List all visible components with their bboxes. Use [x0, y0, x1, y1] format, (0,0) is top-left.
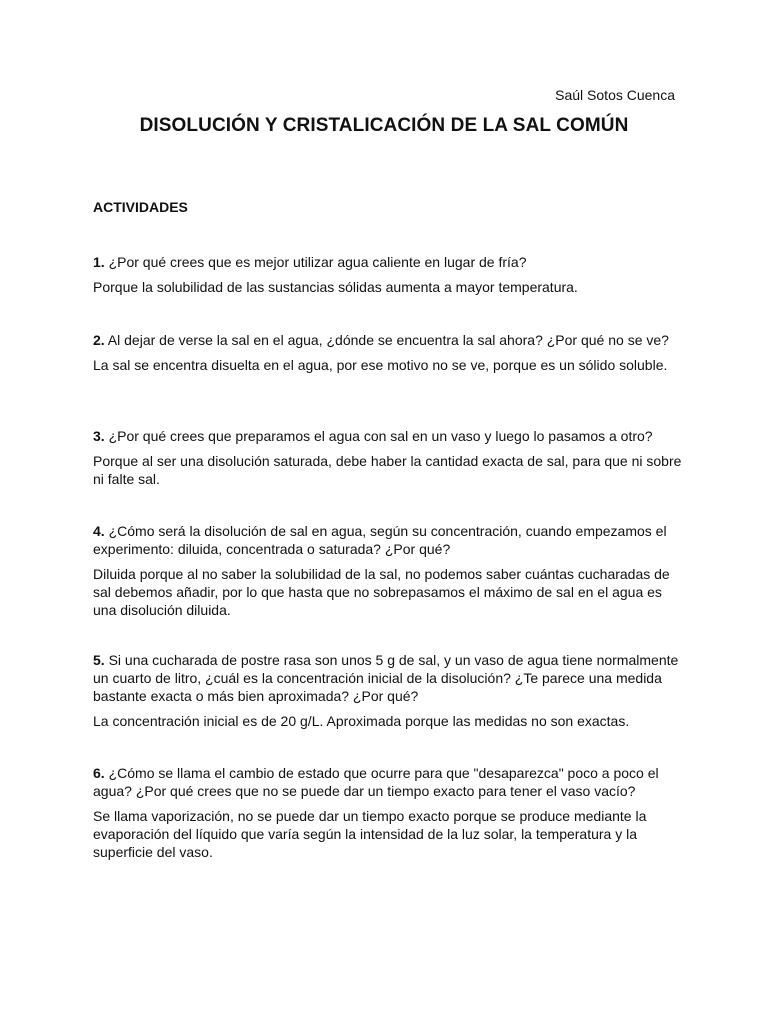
activity-5: [93, 651, 683, 730]
question-5: [93, 651, 683, 705]
question-2: [93, 331, 683, 349]
question-text-4: ¿Cómo será la disolución de sal en agua, según su concentración, cuando empezamos el experimento: diluida, concentrada o saturada? ¿Por qué?: [93, 523, 667, 557]
question-text-6: ¿Cómo se llama el cambio de estado que ocurre para que "desaparezca" poco a poco el agua? ¿Por qué crees que no se puede dar un tiempo exacto para tener el vaso vacío?: [93, 765, 659, 799]
answer-2: La sal se encentra disuelta en el agua, por ese motivo no se ve, porque es un sólido soluble.: [93, 357, 668, 373]
question-number-4: 4.: [93, 523, 105, 539]
answer-5: La concentración inicial es de 20 g/L. Aproximada porque las medidas no son exactas.: [93, 713, 630, 729]
question-number-3: 3.: [93, 428, 105, 444]
question-number-6: 6.: [93, 765, 105, 781]
question-6: [93, 764, 683, 800]
question-4: [93, 522, 683, 558]
question-1: [93, 253, 683, 271]
activity-2: [93, 331, 683, 374]
question-3: [93, 427, 683, 445]
answer-3: Porque al ser una disolución saturada, debe haber la cantidad exacta de sal, para que ni sobre ni falte sal.: [93, 453, 682, 487]
document-title: DISOLUCIÓN Y CRISTALICACIÓN DE LA SAL COMÚN: [139, 115, 629, 136]
activity-3: [93, 427, 683, 488]
question-text-2: Al dejar de verse la sal en el agua, ¿dónde se encuentra la sal ahora? ¿Por qué no se ve?: [104, 332, 669, 348]
question-text-1: ¿Por qué crees que es mejor utilizar agua caliente en lugar de fría?: [104, 254, 527, 270]
answer-1: Porque la solubilidad de las sustancias sólidas aumenta a mayor temperatura.: [93, 279, 578, 295]
activity-4: [93, 522, 683, 619]
answer-6: Se llama vaporización, no se puede dar un tiempo exacto porque se produce mediante la evaporación del líquido que varía según la intensidad de la luz solar, la temperatura y la superficie del vaso.: [93, 808, 647, 860]
question-number-2: 2.: [93, 332, 105, 348]
question-number-5: 5.: [93, 652, 105, 668]
activity-6: [93, 764, 683, 861]
activity-1: [93, 253, 683, 296]
question-text-5: Si una cucharada de postre rasa son unos 5 g de sal, y un vaso de agua tiene normalmente un cuarto de litro, ¿cuál es la concentración inicial de la disolución? ¿Te parece una medida bastante exacta o más bien aproximada? ¿Por qué?: [93, 652, 679, 704]
answer-4: Diluida porque al no saber la solubilidad de la sal, no podemos saber cuántas cucharadas de sal debemos añadir, por lo que hasta que no sobrepasamos el máximo de sal en el agua es una disolución diluida.: [93, 566, 670, 618]
question-text-3: ¿Por qué crees que preparamos el agua con sal en un vaso y luego lo pasamos a otro?: [104, 428, 653, 444]
question-number-1: 1.: [93, 254, 105, 270]
author-name: Saúl Sotos Cuenca: [555, 87, 675, 103]
section-heading: ACTIVIDADES: [93, 199, 188, 215]
